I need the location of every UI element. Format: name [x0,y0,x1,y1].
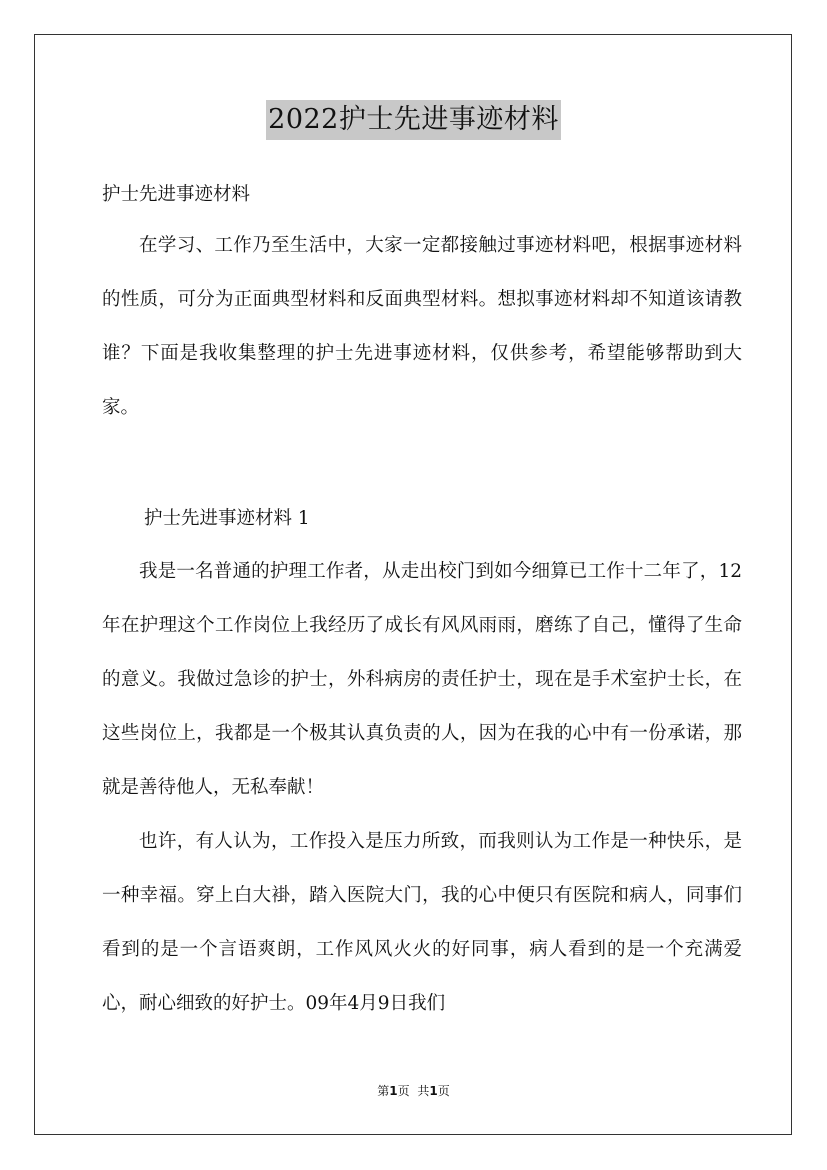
footer-page-number: 1 [389,1084,398,1098]
document-subtitle [102,168,742,222]
paragraph-1-text: 我是一名普通的护理工作者，从走出校门到如今细算已工作十二年了，12年在护理这个工作岗位上我经历了成长有风风雨雨，磨练了自己，懂得了生命的意义。我做过急诊的护士，外科病房的责任护士，现在是手术室护士长，在这些岗位上，我都是一个极其认真负责的人，因为在我的心中有一份承诺，那就是善待他人，无私奉献！ [102,561,742,798]
section-heading [144,492,784,546]
page-footer [0,1082,827,1099]
section-heading-text: 护士先进事迹材料 1 [144,508,310,529]
footer-page-suffix: 页 [397,1084,410,1098]
footer-page-prefix: 第 [377,1084,390,1098]
paragraph-2-text: 也许，有人认为，工作投入是压力所致，而我则认为工作是一种快乐，是一种幸福。穿上白大褂，踏入医院大门，我的心中便只有医院和病人，同事们看到的是一个言语爽朗，工作风风火火的好同事，病人看到的是一个充满爱心，耐心细致的好护士。09年4月9日我们 [102,831,742,1014]
title-container [0,100,827,140]
subtitle-text: 护士先进事迹材料 [102,184,251,205]
intro-paragraph [102,219,742,435]
body-paragraph-1 [102,545,742,815]
document-title: 2022护士先进事迹材料 [266,100,561,140]
intro-text: 在学习、工作乃至生活中，大家一定都接触过事迹材料吧，根据事迹材料的性质，可分为正面典型材料和反面典型材料。想拟事迹材料却不知道该请教谁？下面是我收集整理的护士先进事迹材料，仅供参考，希望能够帮助到大家。 [102,235,742,418]
footer-total-number: 1 [429,1084,438,1098]
footer-total-prefix: 共 [417,1084,430,1098]
footer-total-suffix: 页 [437,1084,450,1098]
body-paragraph-2 [102,815,742,1031]
